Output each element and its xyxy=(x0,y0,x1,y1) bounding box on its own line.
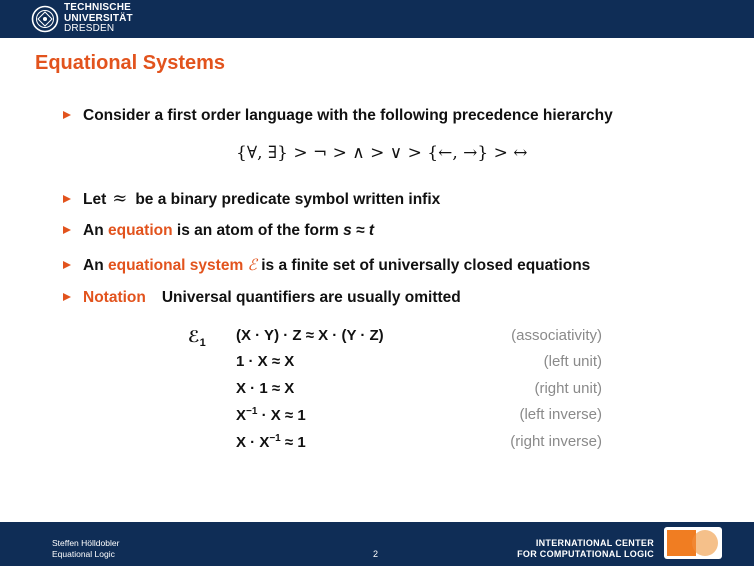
system-label-symbol: ℰ xyxy=(188,329,200,346)
system-label-subscript: 1 xyxy=(199,337,206,350)
equation-name: (associativity) xyxy=(511,327,602,344)
bullet-triangle-icon xyxy=(63,261,71,269)
equation-name: (left inverse) xyxy=(519,406,602,423)
footer-course: Equational Logic xyxy=(52,549,115,559)
bullet-text: Let xyxy=(83,191,107,208)
center-name-line: INTERNATIONAL CENTER xyxy=(535,538,654,548)
bullet-item xyxy=(63,188,440,209)
bullet-triangle-icon xyxy=(63,111,71,119)
system-symbol: ℰ xyxy=(247,256,257,274)
formula-exponent: −1 xyxy=(246,406,258,417)
center-name-line: FOR COMPUTATIONAL LOGIC xyxy=(517,548,654,559)
university-seal-icon xyxy=(31,5,59,33)
bullet-item xyxy=(63,222,374,240)
equation-name: (right inverse) xyxy=(510,433,602,450)
equation-formula: X · 1 ≈ X xyxy=(236,380,295,397)
term-notation: Notation xyxy=(83,289,146,306)
bullet-text: Universal quantifiers are usually omitted xyxy=(161,289,461,306)
logo-line: DRESDEN xyxy=(64,23,115,34)
logo-line: UNIVERSITÄT xyxy=(64,12,133,24)
bullet-text: An xyxy=(83,257,104,274)
bullet-triangle-icon xyxy=(63,226,71,234)
term-equational-system: equational system xyxy=(107,257,244,274)
system-label xyxy=(188,327,206,349)
university-logo-text xyxy=(64,3,133,35)
precedence-hierarchy: {∀, ∃} > ¬ > ∧ > ∨ > {←, →} > ↔ xyxy=(236,143,528,163)
formula-part: · X ≈ 1 xyxy=(257,407,306,424)
equation-name: (left unit) xyxy=(543,353,602,370)
equation-formula: s ≈ t xyxy=(343,222,375,239)
logo-line: TECHNISCHE xyxy=(64,2,132,13)
bullet-triangle-icon xyxy=(63,293,71,301)
bullet-text: Consider a first order language with the following precedence hierarchy xyxy=(83,107,613,124)
bullet-item xyxy=(63,289,461,307)
iccl-logo-icon xyxy=(664,527,722,559)
formula-part: ≈ 1 xyxy=(280,434,306,451)
bullet-text: An xyxy=(83,222,104,239)
equation-formula xyxy=(236,406,306,424)
equation-formula: (X · Y) · Z ≈ X · (Y · Z) xyxy=(236,327,384,344)
page-number: 2 xyxy=(373,549,379,559)
footer-author-block xyxy=(52,538,119,560)
bullet-item xyxy=(63,107,613,125)
bullet-text: is an atom of the form xyxy=(176,222,339,239)
bullet-item xyxy=(63,256,590,275)
formula-part: X xyxy=(236,407,247,424)
term-equation: equation xyxy=(107,222,173,239)
equation-formula: 1 · X ≈ X xyxy=(236,353,295,370)
footer-author: Steffen Hölldobler xyxy=(52,538,120,548)
formula-exponent: −1 xyxy=(269,433,281,444)
formula-part: X · X xyxy=(236,434,270,451)
equation-name: (right unit) xyxy=(534,380,602,397)
slide-title: Equational Systems xyxy=(35,52,226,74)
center-name xyxy=(517,538,654,559)
bullet-text: be a binary predicate symbol written infix xyxy=(135,191,441,208)
bullet-text: is a finite set of universally closed equations xyxy=(261,257,591,274)
equation-formula xyxy=(236,433,306,451)
header-bar xyxy=(0,0,754,38)
approx-symbol: ≈ xyxy=(112,188,128,209)
bullet-triangle-icon xyxy=(63,195,71,203)
